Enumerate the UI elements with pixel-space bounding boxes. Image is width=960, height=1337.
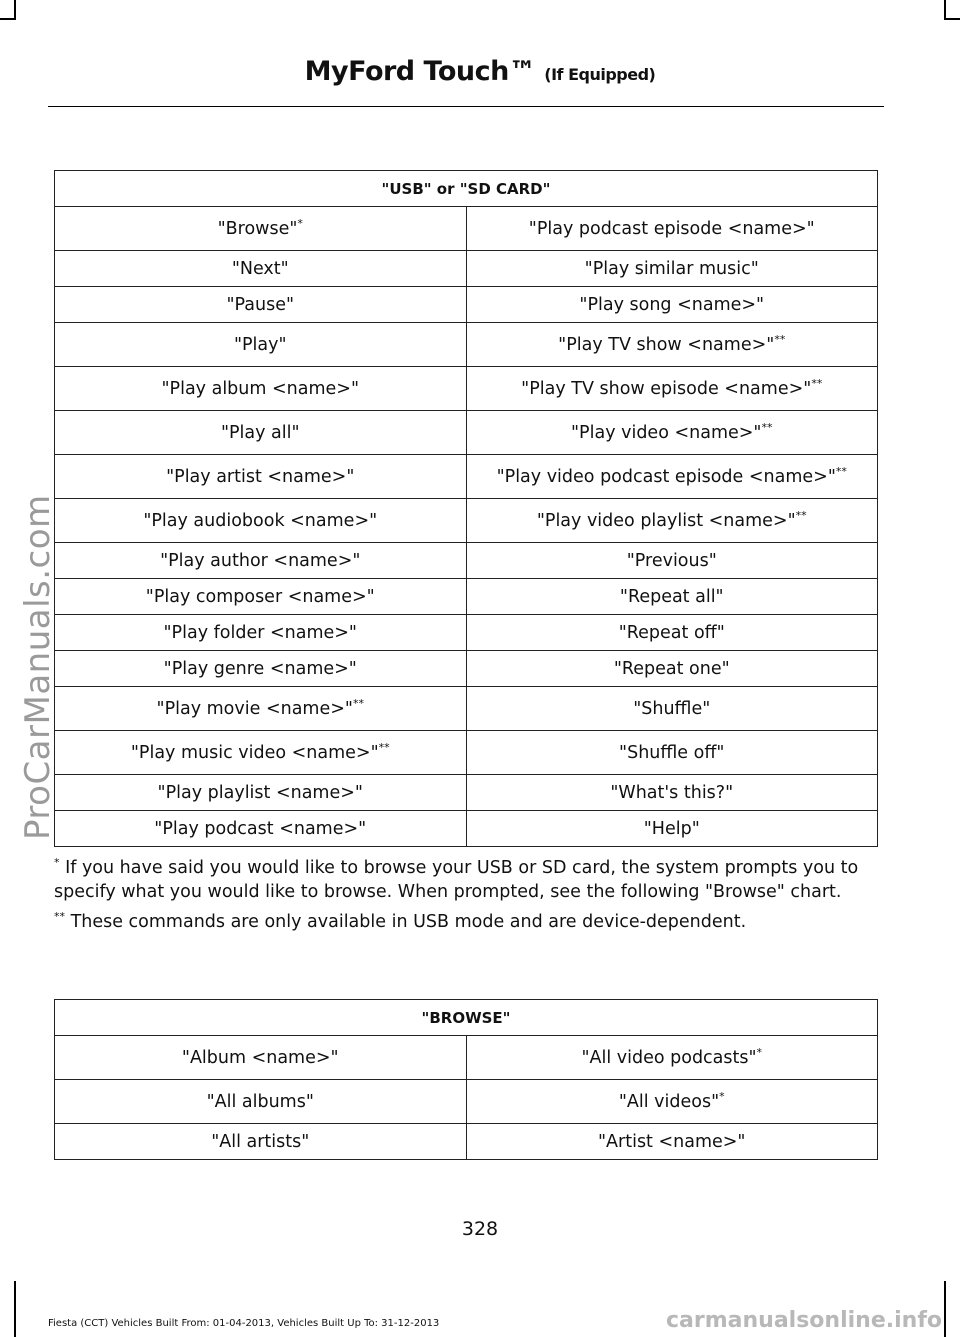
crop-mark xyxy=(944,18,960,20)
command-cell-right xyxy=(466,687,878,731)
footer-vehicle-info: Fiesta (CCT) Vehicles Built From: 01-04-2013, Vehicles Built Up To: 31-12-2013 xyxy=(48,1318,440,1329)
command-text: "Album <name>" xyxy=(181,1047,339,1068)
command-cell-left xyxy=(55,1036,467,1080)
command-cell-right xyxy=(466,1036,878,1080)
footnote-mark: ** xyxy=(811,376,823,390)
command-cell-right xyxy=(466,543,878,579)
command-cell-left xyxy=(55,207,467,251)
table-row xyxy=(55,251,878,287)
command-text: "Play TV show <name>" xyxy=(558,334,775,355)
command-cell-right xyxy=(466,367,878,411)
command-cell-left xyxy=(55,687,467,731)
command-text: "Play video playlist <name>" xyxy=(536,510,796,531)
command-text: "Play audiobook <name>" xyxy=(143,510,378,531)
command-cell-left xyxy=(55,1080,467,1124)
crop-mark xyxy=(14,0,16,18)
command-text: "Play similar music" xyxy=(584,258,759,279)
page-number: 328 xyxy=(461,1218,499,1240)
table-row xyxy=(55,615,878,651)
command-text: "Shuffle off" xyxy=(619,742,725,763)
footnote-text: These commands are only available in USB mode and are device-dependent. xyxy=(65,912,747,932)
page-title xyxy=(0,56,960,87)
table-row xyxy=(55,1036,878,1080)
command-text: "Repeat off" xyxy=(618,622,725,643)
command-text: "Repeat all" xyxy=(619,586,724,607)
table-row xyxy=(55,499,878,543)
command-cell-right xyxy=(466,455,878,499)
command-cell-left xyxy=(55,579,467,615)
command-cell-left xyxy=(55,251,467,287)
command-text: "All videos" xyxy=(618,1091,720,1112)
command-text: "Help" xyxy=(643,818,700,839)
command-cell-right xyxy=(466,287,878,323)
footnote-browse xyxy=(54,856,880,904)
command-text: "Play TV show episode <name>" xyxy=(521,378,812,399)
command-cell-right xyxy=(466,775,878,811)
table-row xyxy=(55,287,878,323)
command-cell-left xyxy=(55,367,467,411)
footer-watermark: carmanualsonline.info xyxy=(666,1308,942,1333)
command-cell-left xyxy=(55,287,467,323)
command-text: "Play composer <name>" xyxy=(145,586,375,607)
command-text: "Artist <name>" xyxy=(598,1131,746,1152)
command-cell-right xyxy=(466,411,878,455)
command-text: "Next" xyxy=(231,258,289,279)
command-cell-left xyxy=(55,411,467,455)
table-row xyxy=(55,1124,878,1160)
footnote-text: If you have said you would like to browse your USB or SD card, the system prompts you to specify what you would like to browse. When prompted, see the following "Browse" chart. xyxy=(54,858,859,902)
table-row xyxy=(55,1080,878,1124)
command-cell-left xyxy=(55,499,467,543)
browse-commands-table xyxy=(54,999,878,1160)
command-text: "Play all" xyxy=(220,422,300,443)
command-cell-right xyxy=(466,579,878,615)
crop-mark xyxy=(944,0,946,18)
command-cell-right xyxy=(466,251,878,287)
command-text: "What's this?" xyxy=(610,782,734,803)
table-row xyxy=(55,323,878,367)
command-text: "Play podcast episode <name>" xyxy=(528,218,815,239)
command-text: "All video podcasts" xyxy=(581,1047,757,1068)
command-text: "Play album <name>" xyxy=(161,378,359,399)
crop-mark xyxy=(0,18,16,20)
footnote-mark: ** xyxy=(54,910,65,924)
footnote-mark: * xyxy=(54,856,60,870)
command-cell-right xyxy=(466,499,878,543)
command-cell-right xyxy=(466,323,878,367)
table-row xyxy=(55,207,878,251)
command-text: "Play podcast <name>" xyxy=(154,818,367,839)
command-cell-left xyxy=(55,455,467,499)
table-row xyxy=(55,731,878,775)
command-cell-right xyxy=(466,615,878,651)
command-cell-right xyxy=(466,1124,878,1160)
page-title-main: MyFord Touch™ xyxy=(304,56,536,87)
command-cell-right xyxy=(466,731,878,775)
command-text: "Play author <name>" xyxy=(160,550,361,571)
command-cell-right xyxy=(466,651,878,687)
command-text: "Play song <name>" xyxy=(579,294,765,315)
crop-mark xyxy=(14,1281,16,1337)
browse-table-heading: "BROWSE" xyxy=(55,1000,878,1036)
page-title-subtitle: (If Equipped) xyxy=(544,65,656,84)
footnote-usb-only xyxy=(54,910,880,934)
command-text: "Play music video <name>" xyxy=(130,742,379,763)
command-text: "Browse" xyxy=(217,218,298,239)
footnote-mark: ** xyxy=(761,420,773,434)
command-text: "Play genre <name>" xyxy=(163,658,357,679)
usb-sd-commands-table xyxy=(54,170,878,847)
command-cell-left xyxy=(55,775,467,811)
command-cell-left xyxy=(55,1124,467,1160)
command-text: "Play playlist <name>" xyxy=(157,782,363,803)
footnote-mark: ** xyxy=(378,740,390,754)
side-watermark: ProCarManuals.com xyxy=(18,494,58,840)
table-row xyxy=(55,811,878,847)
footnote-mark: * xyxy=(297,216,303,230)
table-row xyxy=(55,579,878,615)
header-divider xyxy=(48,106,884,107)
command-text: "Play video <name>" xyxy=(571,422,762,443)
footnote-mark: * xyxy=(756,1045,763,1059)
command-cell-left xyxy=(55,615,467,651)
table-row xyxy=(55,651,878,687)
table-row xyxy=(55,687,878,731)
table-row xyxy=(55,455,878,499)
footnote-mark: ** xyxy=(774,332,786,346)
command-cell-right xyxy=(466,207,878,251)
table-row xyxy=(55,543,878,579)
usb-table-heading: "USB" or "SD CARD" xyxy=(55,171,878,207)
command-cell-right xyxy=(466,811,878,847)
footnote-mark: ** xyxy=(352,696,364,710)
command-text: "Previous" xyxy=(626,550,717,571)
footnotes xyxy=(54,856,880,940)
command-text: "Repeat one" xyxy=(613,658,730,679)
table-row xyxy=(55,411,878,455)
command-cell-left xyxy=(55,731,467,775)
command-text: "All artists" xyxy=(211,1131,310,1152)
command-cell-left xyxy=(55,323,467,367)
crop-mark xyxy=(944,1281,946,1337)
footnote-mark: ** xyxy=(795,508,807,522)
footnote-mark: ** xyxy=(835,464,847,478)
command-text: "All albums" xyxy=(206,1091,314,1112)
table-row xyxy=(55,775,878,811)
command-text: "Play folder <name>" xyxy=(163,622,357,643)
command-text: "Pause" xyxy=(226,294,295,315)
command-cell-left xyxy=(55,811,467,847)
command-text: "Play artist <name>" xyxy=(166,466,355,487)
command-cell-left xyxy=(55,651,467,687)
command-text: "Play video podcast episode <name>" xyxy=(496,466,836,487)
table-row xyxy=(55,367,878,411)
command-cell-right xyxy=(466,1080,878,1124)
table-header-row xyxy=(55,1000,878,1036)
command-text: "Shuffle" xyxy=(633,698,711,719)
command-cell-left xyxy=(55,543,467,579)
table-header-row xyxy=(55,171,878,207)
command-text: "Play movie <name>" xyxy=(156,698,353,719)
footnote-mark: * xyxy=(719,1089,725,1103)
command-text: "Play" xyxy=(233,334,287,355)
